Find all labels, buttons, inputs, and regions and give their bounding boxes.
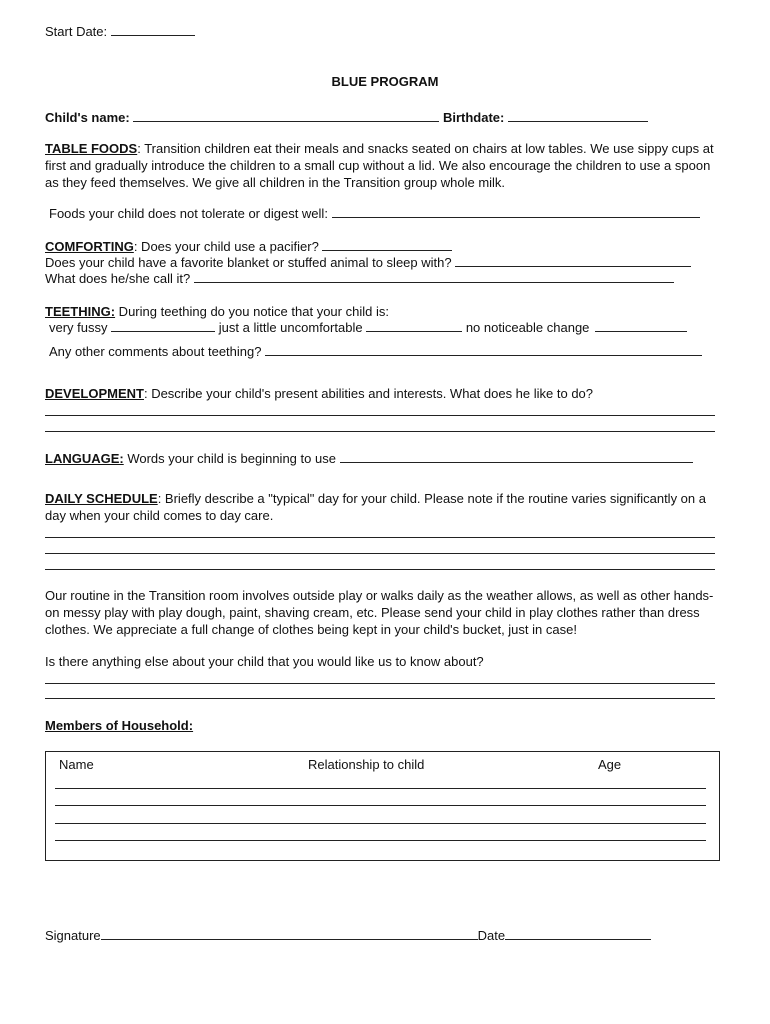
development-row [45,385,593,402]
call-field[interactable] [194,270,674,283]
anything-else-line-2[interactable] [45,698,715,699]
blanket-question: Does your child have a favorite blanket or stuffed animal to sleep with? [45,255,452,270]
teething-comments-label: Any other comments about teething? [49,344,262,359]
household-heading: Members of Household: [45,718,194,733]
language-heading: LANGUAGE: [45,451,124,466]
household-row-3[interactable] [55,823,706,824]
child-name-label: Child's name: [45,110,130,125]
pacifier-row [45,238,452,255]
daily-schedule-text: : Briefly describe a "typical" day for your child. Please note if the routine varies significantly on a day when your child comes to day care. [45,491,706,523]
teething-intro: During teething do you notice that your child is: [115,304,389,319]
daily-schedule-paragraph [45,490,720,524]
anything-else-line-1[interactable] [45,683,715,684]
schedule-line-3[interactable] [45,569,715,570]
start-date-field[interactable] [111,23,195,36]
no-change-field[interactable] [595,319,687,332]
table-foods-text: : Transition children eat their meals and snacks seated on chairs at low tables. We use sippy cups at first and gradually introduce the children to a small cup without a lid. We also encourage the children to use a spoon as they feed themselves. We give all children in the Transition group whole milk. [45,141,714,190]
household-row-1[interactable] [55,788,706,789]
comforting-heading: COMFORTING [45,239,134,254]
signature-date-field[interactable] [505,927,651,940]
teething-comments-field[interactable] [265,343,702,356]
start-date-row [45,23,195,40]
signature-row [45,927,651,944]
blanket-field[interactable] [455,254,691,267]
child-info-row [45,109,648,126]
table-foods-heading: TABLE FOODS [45,141,138,156]
signature-field[interactable] [101,927,478,940]
call-row [45,270,674,287]
development-text: : Describe your child's present abilities and interests. What does he like to do? [143,386,594,401]
teething-comments-row [49,343,702,360]
table-foods-paragraph [45,140,720,191]
teething-row [45,303,389,320]
household-col-relationship: Relationship to child [308,757,425,772]
development-heading: DEVELOPMENT [45,386,144,401]
teething-options-row [49,319,687,336]
fussy-field[interactable] [111,319,215,332]
child-name-field[interactable] [133,109,439,122]
household-col-name: Name [59,757,94,772]
language-text: Words your child is beginning to use [123,451,336,466]
start-date-label: Start Date: [45,24,108,39]
not-tolerate-row [49,205,700,222]
household-row-2[interactable] [55,805,706,806]
not-tolerate-field[interactable] [332,205,700,218]
page-title: BLUE PROGRAM [331,74,439,89]
uncomfortable-field[interactable] [366,319,462,332]
schedule-line-2[interactable] [45,553,715,554]
birthdate-field[interactable] [508,109,648,122]
blanket-row [45,254,691,271]
routine-paragraph: Our routine in the Transition room involves outside play or walks daily as the weather allows, as well as other hands-on messy play with play dough, paint, shaving cream, etc. Please send your child in play clothes rather than dress clothes. We appreciate a full change of clothes being kept in your child's bucket, just in case! [45,588,714,637]
household-col-age: Age [598,757,622,772]
development-line-1[interactable] [45,415,715,416]
signature-label: Signature [45,928,101,943]
language-field[interactable] [340,450,693,463]
teething-option-fussy: very fussy [49,320,108,335]
daily-schedule-heading: DAILY SCHEDULE [45,491,158,506]
development-line-2[interactable] [45,431,715,432]
language-row [45,450,693,467]
birthdate-label: Birthdate: [442,110,505,125]
signature-date-label: Date [477,928,506,943]
teething-option-uncomfortable: just a little uncomfortable [218,320,363,335]
call-question: What does he/she call it? [45,271,191,286]
anything-else-question: Is there anything else about your child that you would like us to know about? [45,654,484,669]
pacifier-question: : Does your child use a pacifier? [133,239,319,254]
not-tolerate-label: Foods your child does not tolerate or digest well: [49,206,328,221]
pacifier-field[interactable] [322,238,452,251]
schedule-line-1[interactable] [45,537,715,538]
household-row-4[interactable] [55,840,706,841]
teething-heading: TEETHING: [45,304,116,319]
teething-option-no-change: no noticeable change [465,320,590,335]
